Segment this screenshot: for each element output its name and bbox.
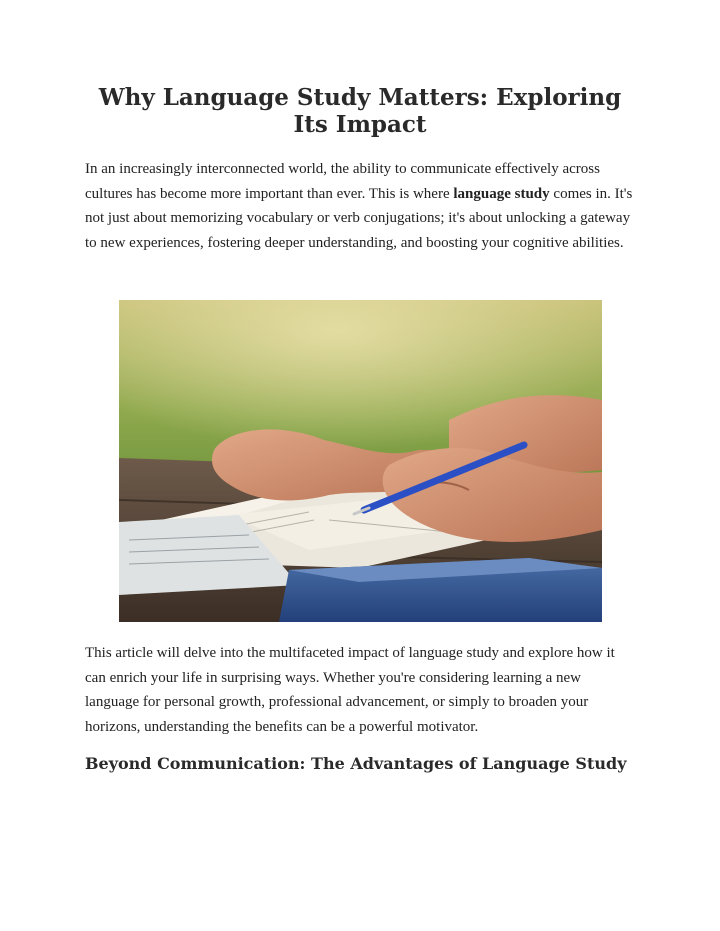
intro-paragraph bbox=[85, 157, 637, 255]
body-paragraph: This article will delve into the multifaceted impact of language study and explore how it can enrich your life in surprising ways. Whether you're considering learning a new language for personal growth, professional advancement, or simply to broaden your horizons, understanding the benefits can be a powerful motivator. bbox=[85, 645, 615, 735]
intro-text-end: comes in. It's not just about memorizing vocabulary or verb conjugations; it's about unlocking a gateway to new experiences, fostering deeper understanding, and boosting your cognitive abilities. bbox=[85, 185, 633, 251]
intro-text-start: In an increasingly interconnected world, the ability to communicate effectively across cultures has become more important than ever. This is where bbox=[85, 161, 600, 202]
intro-bold-term: language study bbox=[453, 185, 550, 202]
photo-hands-writing-in-notebook bbox=[119, 300, 602, 622]
article-title: Why Language Study Matters: Exploring Its Impact bbox=[98, 84, 622, 138]
section-heading: Beyond Communication: The Advantages of Language Study bbox=[85, 754, 627, 773]
